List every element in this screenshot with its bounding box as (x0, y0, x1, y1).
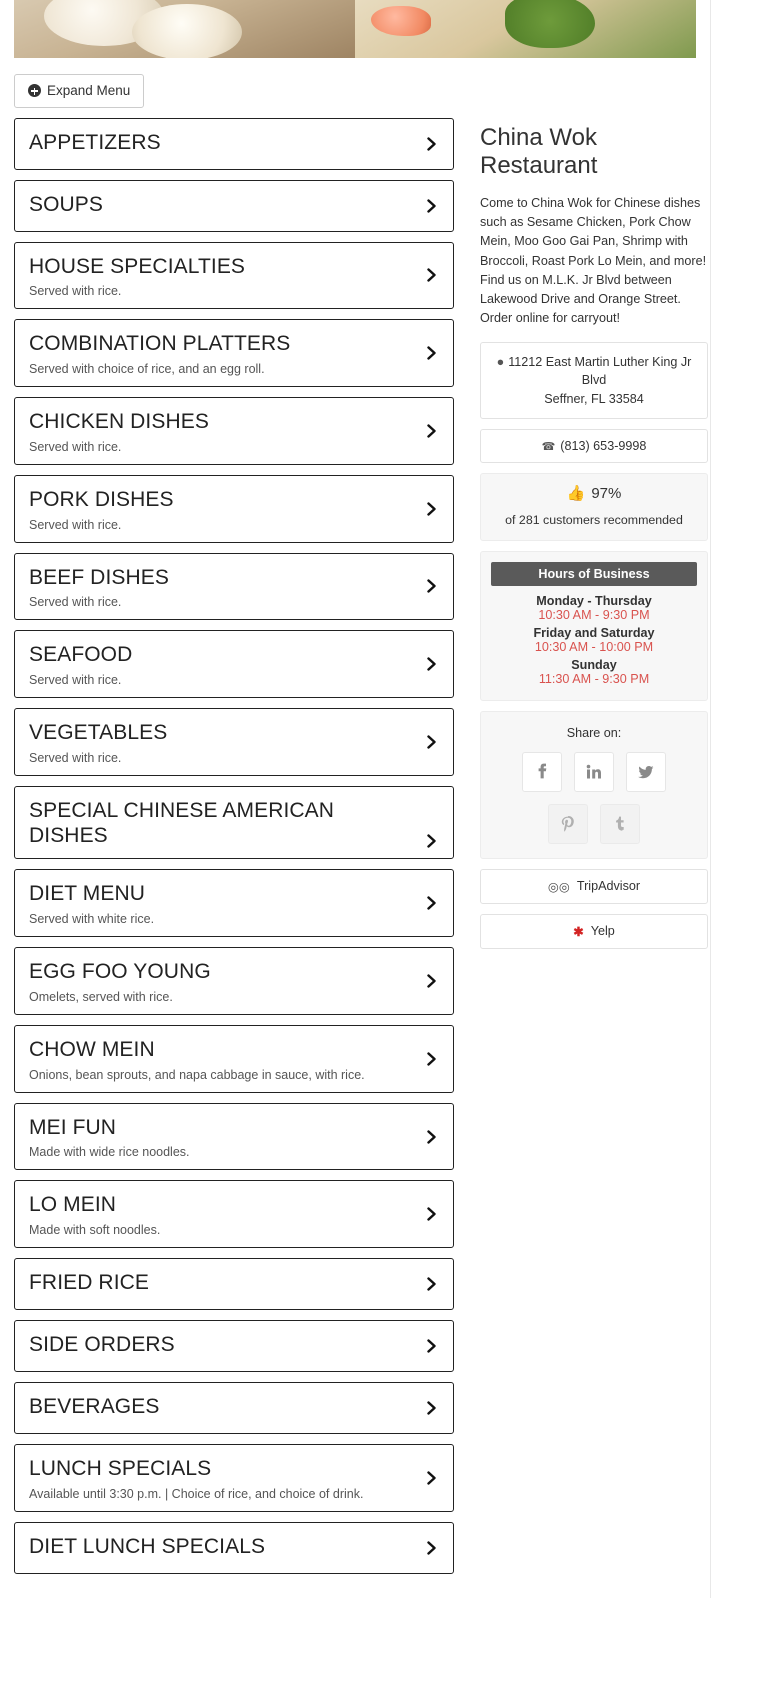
chevron-right-icon (425, 137, 439, 151)
tripadvisor-icon: ◎◎ (547, 879, 570, 894)
category-subtitle: Available until 3:30 p.m. | Choice of rice, and choice of drink. (29, 1486, 364, 1501)
chevron-right-icon (425, 1052, 439, 1066)
menu-category-list (14, 118, 454, 1584)
dumplings-photo (14, 0, 355, 58)
plus-circle-icon (28, 84, 41, 97)
menu-category-seafood[interactable] (14, 630, 454, 698)
category-subtitle: Served with rice. (29, 750, 122, 765)
recommend-subtext: of 281 customers recommended (505, 512, 683, 527)
hours-time: 10:30 AM - 9:30 PM (538, 607, 650, 622)
facebook-icon[interactable] (522, 752, 562, 792)
chevron-right-icon (425, 834, 439, 848)
category-subtitle: Omelets, served with rice. (29, 989, 173, 1004)
hours-title: Hours of Business (491, 562, 697, 586)
share-row-primary (491, 752, 697, 792)
address-panel (480, 342, 708, 419)
menu-category-pork-dishes[interactable] (14, 475, 454, 543)
category-title: CHICKEN DISHES (29, 410, 209, 434)
menu-category-vegetables[interactable] (14, 708, 454, 776)
menu-category-appetizers[interactable] (14, 118, 454, 170)
category-title: EGG FOO YOUNG (29, 960, 211, 984)
menu-category-lunch-specials[interactable] (14, 1444, 454, 1512)
hours-days: Monday - Thursday (536, 593, 652, 608)
category-subtitle: Served with rice. (29, 284, 122, 299)
chevron-right-icon (425, 1401, 439, 1415)
linkedin-icon[interactable] (574, 752, 614, 792)
category-title: SIDE ORDERS (29, 1333, 175, 1357)
phone-panel[interactable] (480, 429, 708, 463)
page-bottom-cutoff (0, 1584, 710, 1598)
chevron-right-icon (425, 1207, 439, 1221)
menu-category-fried-rice[interactable] (14, 1258, 454, 1310)
expand-menu-label: Expand Menu (47, 83, 131, 98)
category-title: COMBINATION PLATTERS (29, 332, 291, 356)
chevron-right-icon (425, 657, 439, 671)
category-title: BEVERAGES (29, 1395, 160, 1419)
address-line-2: Seffner, FL 33584 (544, 391, 644, 406)
menu-category-soups[interactable] (14, 180, 454, 232)
menu-category-lo-mein[interactable] (14, 1180, 454, 1248)
menu-category-egg-foo-young[interactable] (14, 947, 454, 1015)
chevron-right-icon (425, 1130, 439, 1144)
right-gutter (710, 0, 770, 1598)
menu-category-beef-dishes[interactable] (14, 553, 454, 621)
category-subtitle: Served with rice. (29, 673, 122, 688)
restaurant-info-sidebar (480, 118, 708, 959)
share-row-secondary (491, 804, 697, 844)
yelp-icon: ✱ (573, 924, 584, 939)
tripadvisor-link[interactable] (480, 869, 708, 904)
category-subtitle: Served with rice. (29, 595, 122, 610)
category-title: LO MEIN (29, 1193, 117, 1217)
chevron-right-icon (425, 424, 439, 438)
chevron-right-icon (425, 346, 439, 360)
chevron-right-icon (425, 974, 439, 988)
menu-category-mei-fun[interactable] (14, 1103, 454, 1171)
chevron-right-icon (425, 268, 439, 282)
tripadvisor-label: TripAdvisor (576, 879, 641, 894)
expand-menu-toolbar (0, 58, 710, 118)
chevron-right-icon (425, 1339, 439, 1353)
menu-category-house-specialties[interactable] (14, 242, 454, 310)
shrimp-fried-rice-photo (355, 0, 696, 58)
category-title: PORK DISHES (29, 487, 174, 511)
category-title: HOUSE SPECIALTIES (29, 254, 246, 278)
menu-category-chicken-dishes[interactable] (14, 397, 454, 465)
category-subtitle: Served with rice. (29, 517, 122, 532)
expand-menu-button[interactable] (14, 74, 144, 108)
twitter-icon[interactable] (626, 752, 666, 792)
tumblr-icon[interactable] (600, 804, 640, 844)
category-subtitle: Served with rice. (29, 439, 122, 454)
address-line-1: 11212 East Martin Luther King Jr Blvd (508, 355, 692, 388)
category-title: DIET LUNCH SPECIALS (29, 1534, 266, 1558)
category-title: VEGETABLES (29, 721, 168, 745)
hours-days: Friday and Saturday (533, 625, 655, 640)
chevron-right-icon (425, 502, 439, 516)
hours-panel (480, 551, 708, 701)
phone-icon: ☎ (541, 440, 556, 453)
phone-number: (813) 653-9998 (560, 438, 647, 453)
category-title: FRIED RICE (29, 1271, 150, 1295)
category-subtitle: Served with white rice. (29, 912, 155, 927)
category-title: CHOW MEIN (29, 1037, 155, 1061)
category-title: LUNCH SPECIALS (29, 1457, 212, 1481)
hours-time: 11:30 AM - 9:30 PM (538, 671, 650, 686)
chevron-right-icon (425, 1541, 439, 1555)
chevron-right-icon (425, 199, 439, 213)
restaurant-name: China Wok Restaurant (480, 123, 598, 179)
chevron-right-icon (425, 1471, 439, 1485)
menu-category-side-orders[interactable] (14, 1320, 454, 1372)
category-subtitle: Onions, bean sprouts, and napa cabbage in sauce, with rice. (29, 1067, 365, 1082)
menu-category-special-chinese-american-dishes[interactable] (14, 786, 454, 860)
map-pin-icon: ● (496, 355, 505, 370)
category-subtitle: Made with soft noodles. (29, 1223, 161, 1238)
menu-category-beverages[interactable] (14, 1382, 454, 1434)
thumbs-up-icon: 👍 (566, 484, 586, 502)
yelp-link[interactable] (480, 914, 708, 949)
category-title: SOUPS (29, 192, 104, 216)
main-content (0, 118, 710, 1584)
pinterest-icon[interactable] (548, 804, 588, 844)
category-title: BEEF DISHES (29, 565, 169, 589)
chevron-right-icon (425, 896, 439, 910)
recommend-percent: 97% (591, 484, 622, 502)
menu-category-diet-menu[interactable] (14, 869, 454, 937)
share-label: Share on: (566, 725, 622, 740)
share-panel (480, 711, 708, 859)
category-title: DIET MENU (29, 882, 146, 906)
hero-image-strip (14, 0, 696, 58)
category-subtitle: Served with choice of rice, and an egg roll. (29, 362, 265, 377)
category-title: APPETIZERS (29, 130, 161, 154)
hours-days: Sunday (571, 657, 617, 672)
chevron-right-icon (425, 735, 439, 749)
restaurant-description: Come to China Wok for Chinese dishes such as Sesame Chicken, Pork Chow Mein, Moo Goo Gai Pan, Shrimp with Broccoli, Roast Pork Lo Mein, and more! Find us on M.L.K. Jr Blvd between Lakewood Drive and Orange Street. Order online for carryout! (480, 196, 707, 325)
yelp-label: Yelp (590, 924, 615, 939)
menu-category-combination-platters[interactable] (14, 319, 454, 387)
chevron-right-icon (425, 579, 439, 593)
category-subtitle: Made with wide rice noodles. (29, 1145, 190, 1160)
menu-category-diet-lunch-specials[interactable] (14, 1522, 454, 1574)
recommendation-panel (480, 473, 708, 541)
category-title: MEI FUN (29, 1115, 117, 1139)
hours-time: 10:30 AM - 10:00 PM (534, 639, 654, 654)
category-title: SPECIAL CHINESE AMERICAN DISHES (29, 798, 335, 847)
menu-category-chow-mein[interactable] (14, 1025, 454, 1093)
chevron-right-icon (425, 1277, 439, 1291)
category-title: SEAFOOD (29, 643, 133, 667)
